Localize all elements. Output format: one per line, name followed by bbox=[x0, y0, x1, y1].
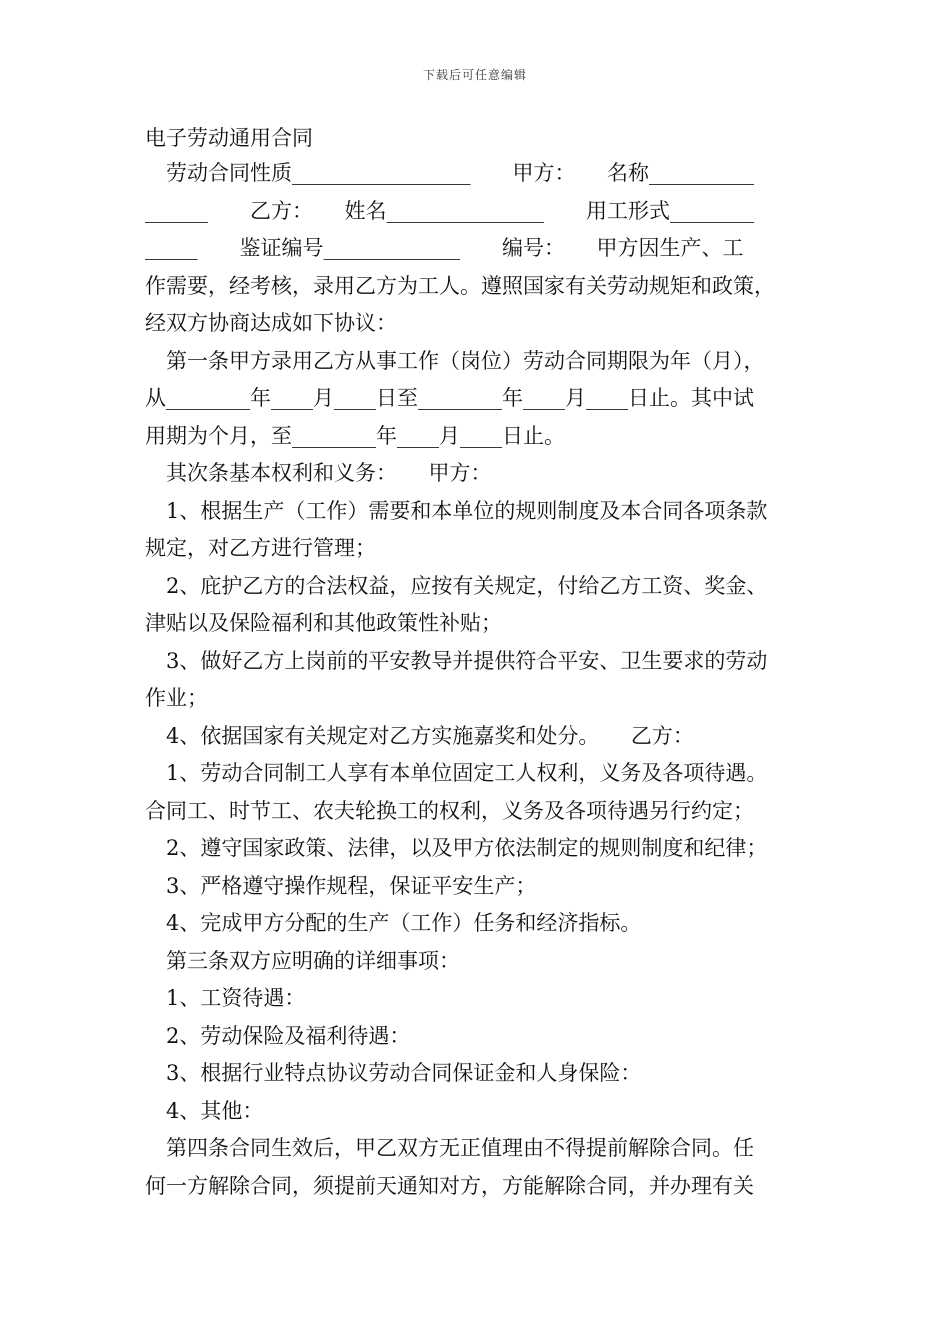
body-line: _____ 鉴证编号_____________ 编号： 甲方因生产、工 bbox=[145, 236, 744, 260]
body-line: ______ 乙方： 姓名_______________ 用工形式________ bbox=[145, 198, 754, 223]
document-title: 电子劳动通用合同 bbox=[145, 126, 313, 150]
body-line: 2、遵守国家政策、法律，以及甲方依法制定的规则制度和纪律； bbox=[145, 836, 768, 860]
body-line: 1、劳动合同制工人享有本单位固定工人权利，义务及各项待遇。 bbox=[145, 761, 768, 785]
body-line: 3、做好乙方上岗前的平安教导并提供符合平安、卫生要求的劳动 bbox=[145, 648, 768, 673]
body-line: 规定，对乙方进行管理； bbox=[145, 536, 376, 560]
body-line: 1、工资待遇： bbox=[145, 986, 306, 1010]
body-line: 从________年____月____日至________年____月____日止。其中试 bbox=[145, 386, 754, 410]
body-line: 4、其他： bbox=[145, 1098, 264, 1123]
body-line: 何一方解除合同，须提前天通知对方，方能解除合同，并办理有关 bbox=[145, 1173, 754, 1198]
body-line: 第三条双方应明确的详细事项： bbox=[145, 948, 460, 973]
body-line: 第一条甲方录用乙方从事工作（岗位）劳动合同期限为年（月）， bbox=[145, 348, 765, 373]
body-line: 2、劳动保险及福利待遇： bbox=[145, 1023, 411, 1048]
body-line: 经双方协商达成如下协议： bbox=[145, 311, 397, 335]
body-line: 其次条基本权利和义务： 甲方： bbox=[145, 461, 492, 485]
body-line: 津贴以及保险福利和其他政策性补贴； bbox=[145, 611, 502, 635]
body-line: 3、根据行业特点协议劳动合同保证金和人身保险： bbox=[145, 1061, 642, 1085]
body-line: 3、严格遵守操作规程，保证平安生产； bbox=[145, 873, 537, 898]
contract-body bbox=[145, 155, 815, 1205]
body-line: 劳动合同性质_________________ 甲方： 名称__________ bbox=[145, 161, 754, 185]
body-line: 4、依据国家有关规定对乙方实施嘉奖和处分。 乙方： bbox=[145, 723, 694, 748]
body-line: 4、完成甲方分配的生产（工作）任务和经济指标。 bbox=[145, 911, 642, 935]
body-line: 合同工、时节工、农夫轮换工的权利，义务及各项待遇另行约定； bbox=[145, 798, 754, 823]
body-line: 2、庇护乙方的合法权益，应按有关规定，付给乙方工资、奖金、 bbox=[145, 573, 768, 598]
body-line: 作需要，经考核，录用乙方为工人。遵照国家有关劳动规矩和政策， bbox=[145, 273, 775, 298]
body-line: 1、根据生产（工作）需要和本单位的规则制度及本合同各项条款 bbox=[145, 498, 768, 523]
header-note: 下载后可任意编辑 bbox=[422, 68, 527, 82]
body-line: 用期为个月，至________年____月____日止。 bbox=[145, 423, 565, 448]
body-line: 作业； bbox=[145, 686, 208, 710]
body-line: 第四条合同生效后，甲乙双方无正值理由不得提前解除合同。任 bbox=[145, 1136, 754, 1160]
